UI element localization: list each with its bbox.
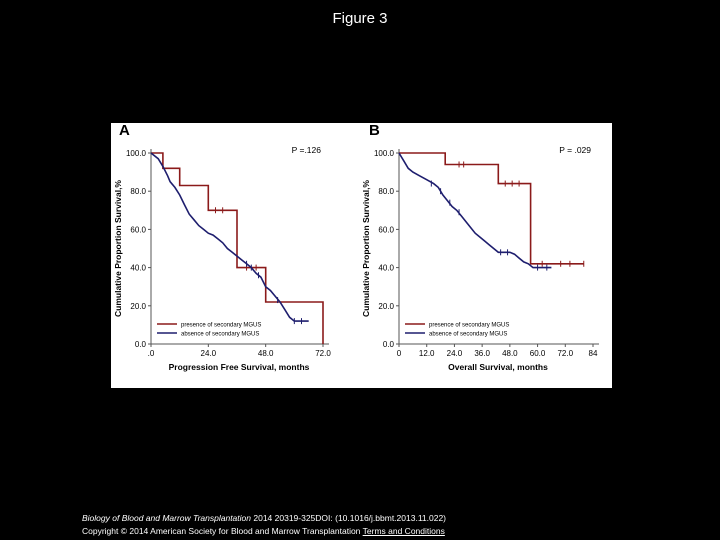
- x-tick-label: .0: [147, 349, 155, 358]
- slide-title: Figure 3: [332, 10, 388, 27]
- y-tick-label: 40.0: [378, 263, 394, 273]
- copyright-line: [82, 525, 702, 538]
- y-tick-label: 100.0: [373, 149, 394, 158]
- y-tick-label: 100.0: [125, 149, 146, 158]
- legend-label: presence of secondary MGUS: [429, 322, 510, 329]
- footer-citation: [82, 512, 702, 538]
- x-tick-label: 60.0: [529, 349, 546, 358]
- y-tick-label: 20.0: [130, 301, 146, 311]
- x-tick-label: 48.0: [502, 349, 518, 358]
- panel-label-b: B: [369, 123, 380, 139]
- x-tick-label: 12.0: [418, 349, 435, 358]
- y-tick-label: 20.0: [378, 301, 394, 311]
- x-tick-label: 48.0: [257, 349, 274, 358]
- y-tick-label: 80.0: [130, 187, 146, 197]
- y-tick-label: 0.0: [134, 340, 146, 349]
- x-tick-label: 72.0: [557, 349, 574, 358]
- legend-label: absence of secondary MGUS: [429, 331, 508, 338]
- x-tick-label: 84: [588, 349, 598, 358]
- panel-label-a: A: [119, 123, 130, 139]
- legend-label: absence of secondary MGUS: [181, 331, 260, 338]
- kaplan-meier-figure: [111, 123, 612, 388]
- legend-label: presence of secondary MGUS: [181, 322, 262, 329]
- journal-name: Biology of Blood and Marrow Transplantation: [82, 513, 251, 523]
- y-tick-label: 40.0: [130, 263, 146, 273]
- survival-curve-absence: [151, 153, 309, 321]
- x-tick-label: 24.0: [200, 349, 217, 358]
- survival-curve-presence: [151, 153, 323, 344]
- y-tick-label: 0.0: [382, 340, 394, 349]
- y-tick-label: 80.0: [378, 187, 394, 197]
- y-axis-label: Cumulative Proportion Survival,%: [361, 180, 371, 317]
- x-tick-label: 0: [396, 349, 402, 358]
- y-tick-label: 60.0: [130, 225, 146, 235]
- survival-curve-absence: [399, 153, 551, 268]
- x-tick-label: 72.0: [315, 349, 331, 358]
- y-tick-label: 60.0: [378, 225, 394, 235]
- terms-link[interactable]: Terms and Conditions: [362, 526, 445, 536]
- x-tick-label: 24.0: [446, 349, 463, 358]
- p-value: P = .029: [559, 145, 591, 155]
- figure-image: [111, 123, 612, 388]
- p-value: P =.126: [291, 145, 321, 155]
- x-tick-label: 36.0: [474, 349, 490, 358]
- citation-line: [82, 512, 702, 525]
- x-axis-label: Overall Survival, months: [448, 362, 548, 372]
- doi-citation: 2014 20319-325DOI: (10.1016/j.bbmt.2013.11.022): [251, 513, 447, 523]
- x-axis-label: Progression Free Survival, months: [168, 362, 310, 372]
- y-axis-label: Cumulative Proportion Survival,%: [113, 180, 123, 317]
- copyright-text: Copyright © 2014 American Society for Blood and Marrow Transplantation: [82, 526, 361, 536]
